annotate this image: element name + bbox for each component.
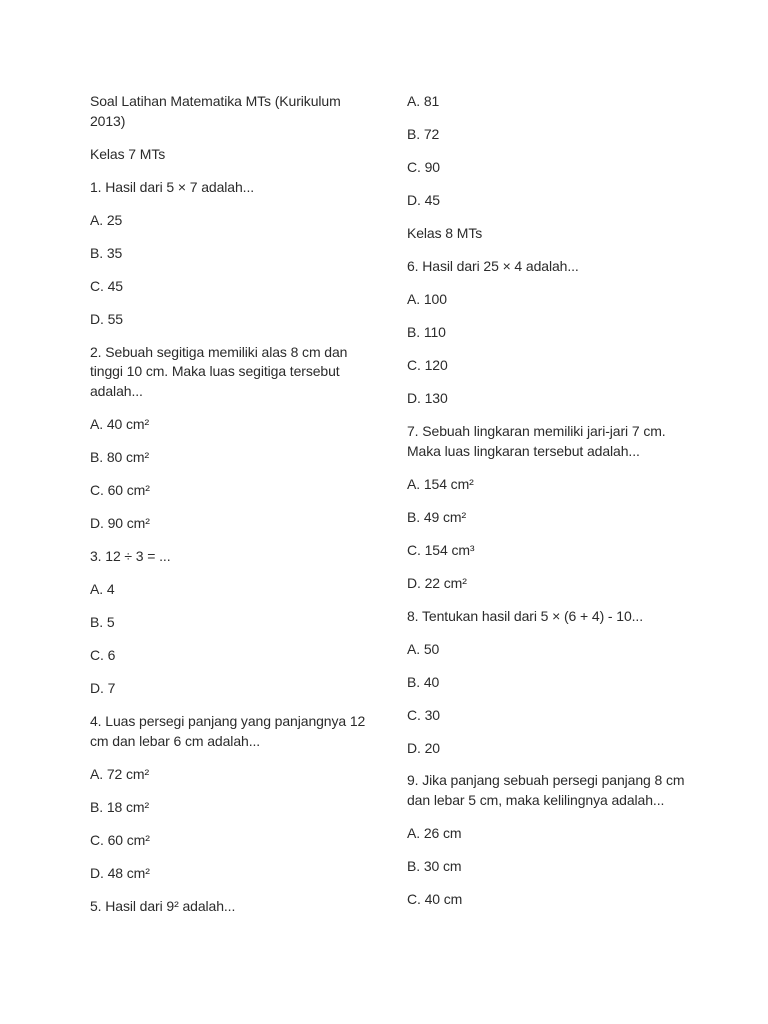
section-heading-kelas-7: Kelas 7 MTs [90, 145, 166, 162]
question-3-option-d: D. 7 [90, 680, 116, 697]
question-3-option-b: B. 5 [90, 614, 115, 631]
question-7-option-b: B. 49 cm² [407, 508, 467, 525]
question-6-option-b: B. 110 [407, 323, 446, 340]
question-6-option-c: C. 120 [407, 356, 448, 373]
question-8-option-d: D. 20 [407, 739, 440, 756]
question-4-option-d: D. 48 cm² [90, 864, 150, 881]
question-8: 8. Tentukan hasil dari 5 × (6 + 4) - 10... [407, 607, 644, 624]
right-column [407, 92, 687, 910]
question-8-option-a: A. 50 [407, 640, 440, 657]
question-6-option-d: D. 130 [407, 389, 448, 406]
question-5-option-c: C. 90 [407, 158, 440, 175]
question-9-option-c: C. 40 cm [407, 891, 463, 908]
question-5-option-b: B. 72 [407, 125, 440, 142]
question-2-option-b: B. 80 cm² [90, 449, 150, 466]
question-9-option-b: B. 30 cm [407, 858, 462, 875]
question-2-option-c: C. 60 cm² [90, 482, 150, 499]
question-7: 7. Sebuah lingkaran memiliki jari-jari 7 cm. Maka luas lingkaran tersebut adalah... [407, 422, 666, 459]
question-6-option-a: A. 100 [407, 290, 447, 307]
question-3-option-a: A. 4 [90, 581, 115, 598]
section-heading-kelas-8: Kelas 8 MTs [407, 224, 483, 241]
question-2: 2. Sebuah segitiga memiliki alas 8 cm dan tinggi 10 cm. Maka luas segitiga tersebut adalah... [90, 343, 348, 400]
question-8-option-b: B. 40 [407, 673, 440, 690]
question-2-option-a: A. 40 cm² [90, 416, 150, 433]
question-5-option-a: A. 81 [407, 93, 440, 109]
question-9: 9. Jika panjang sebuah persegi panjang 8 cm dan lebar 5 cm, maka kelilingnya adalah... [407, 772, 685, 809]
question-1-option-d: D. 55 [90, 310, 123, 327]
question-7-option-d: D. 22 cm² [407, 574, 467, 591]
question-4-option-c: C. 60 cm² [90, 831, 150, 848]
question-7-option-c: C. 154 cm³ [407, 541, 475, 558]
question-4-option-b: B. 18 cm² [90, 798, 150, 815]
question-6: 6. Hasil dari 25 × 4 adalah... [407, 257, 579, 274]
question-5-option-d: D. 45 [407, 191, 440, 208]
question-1-option-c: C. 45 [90, 277, 123, 294]
question-2-option-d: D. 90 cm² [90, 515, 150, 532]
question-3: 3. 12 ÷ 3 = ... [90, 548, 171, 565]
document-title: Soal Latihan Matematika MTs (Kurikulum 2013) [90, 93, 341, 129]
question-9-option-a: A. 26 cm [407, 825, 462, 842]
question-1-option-a: A. 25 [90, 211, 123, 228]
question-3-option-c: C. 6 [90, 647, 116, 664]
left-column [90, 92, 370, 917]
question-1-option-b: B. 35 [90, 244, 123, 261]
question-7-option-a: A. 154 cm² [407, 475, 474, 492]
question-8-option-c: C. 30 [407, 706, 440, 723]
question-1: 1. Hasil dari 5 × 7 adalah... [90, 178, 255, 195]
question-5: 5. Hasil dari 9² adalah... [90, 897, 236, 914]
question-4-option-a: A. 72 cm² [90, 765, 150, 782]
question-4: 4. Luas persegi panjang yang panjangnya 12 cm dan lebar 6 cm adalah... [90, 713, 366, 749]
